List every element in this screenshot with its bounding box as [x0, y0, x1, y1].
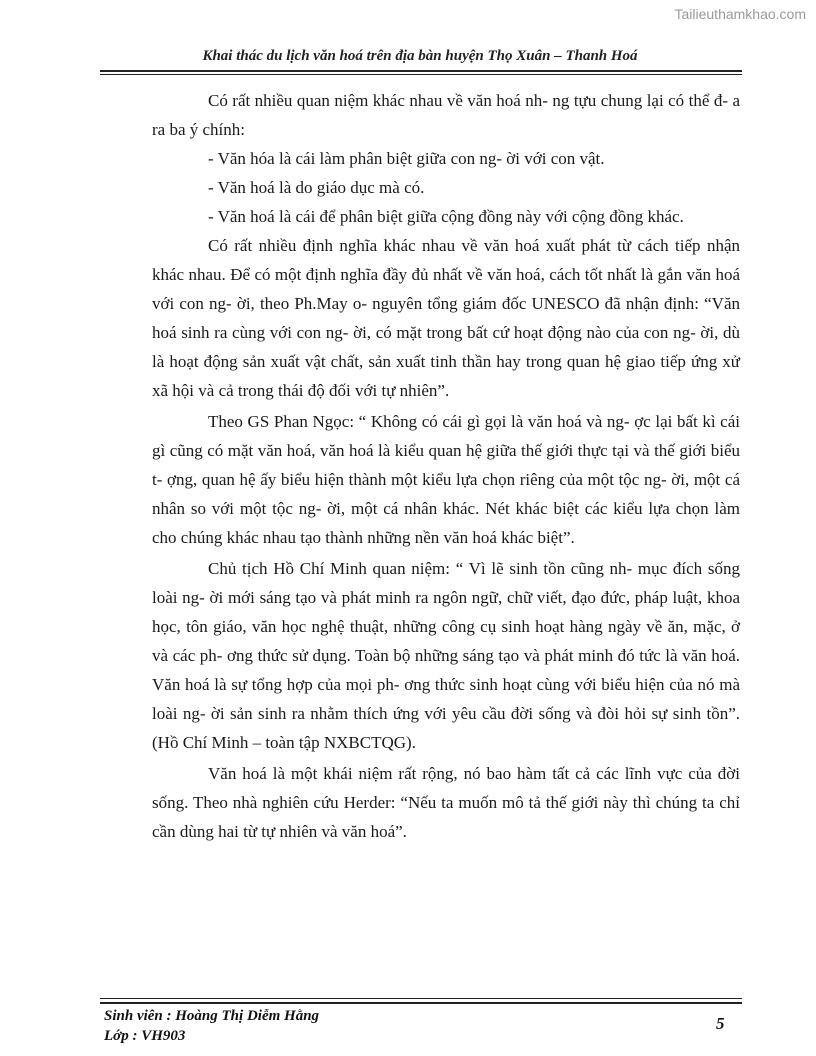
header-rule-thin: [100, 74, 742, 75]
paragraph-ho-chi-minh: Chủ tịch Hồ Chí Minh quan niệm: “ Vì lẽ sinh tồn cũng nh- mục đích sống loài ng- ời mới sáng tạo và phát minh ra ngôn ngữ, chữ viết, đạo đức, pháp luật, khoa học, tôn giáo, văn học nghệ thuật, những công cụ sinh hoạt hàng ngày về ăn, mặc, ở và các ph- ơng thức sử dụng. Toàn bộ những sáng tạo và phát minh đó tức là văn hoá. Văn hoá là sự tổng hợp của mọi ph- ơng thức sinh hoạt cùng với biểu hiện của nó mà loài ng- ời sản sinh ra nhằm thích ứng với yêu cầu đời sống và đòi hỏi sự sinh tồn”. (Hồ Chí Minh – toàn tập NXBCTQG).: [152, 559, 740, 752]
paragraph-phan-ngoc: Theo GS Phan Ngọc: “ Không có cái gì gọi là văn hoá và ng- ợc lại bất kì cái gì cũng có mặt văn hoá, văn hoá là kiểu quan hệ giữa thế giới thực tại và thế giới biểu t- ợng, quan hệ ấy biểu hiện thành một kiểu lựa chọn riêng của một tộc ng- ời, một cá nhân so với một tộc ng- ời, một cá nhân khác. Nét khác biệt các kiểu lựa chọn làm cho chúng khác nhau tạo thành những nền văn hoá khác biệt”.: [152, 412, 740, 547]
footer-class: Lớp : VH903: [104, 1028, 186, 1044]
header-rule: [100, 70, 742, 72]
list-item: - Văn hoá là do giáo dục mà có.: [208, 178, 425, 197]
body-text: [152, 86, 740, 846]
list-item: - Văn hóa là cái làm phân biệt giữa con ng- ời với con vật.: [208, 149, 605, 168]
paragraph-intro: Có rất nhiều quan niệm khác nhau về văn hoá nh- ng tựu chung lại có thể đ- a ra ba ý chính:: [152, 91, 740, 139]
footer-rule: [100, 1002, 742, 1004]
paragraph-herder: Văn hoá là một khái niệm rất rộng, nó bao hàm tất cả các lĩnh vực của đời sống. Theo nhà nghiên cứu Herder: “Nếu ta muốn mô tả thế giới này thì chúng ta chỉ cần dùng hai từ tự nhiên và văn hoá”.: [152, 764, 740, 841]
running-header: Khai thác du lịch văn hoá trên địa bàn huyện Thọ Xuân – Thanh Hoá: [202, 48, 638, 64]
page-number: 5: [716, 1014, 725, 1033]
watermark: Tailieuthamkhao.com: [674, 6, 806, 22]
list-item: - Văn hoá là cái để phân biệt giữa cộng đồng này với cộng đồng khác.: [208, 207, 684, 226]
footer-rule-thin: [100, 998, 742, 999]
footer-student: Sinh viên : Hoàng Thị Diễm Hằng: [104, 1008, 320, 1024]
paragraph-definitions: Có rất nhiều định nghĩa khác nhau về văn hoá xuất phát từ cách tiếp nhận khác nhau. Để có một định nghĩa đầy đủ nhất về văn hoá, cách tốt nhất là gắn văn hoá với con ng- ời, theo Ph.May o- nguyên tổng giám đốc UNESCO đã nhận định: “Văn hoá sinh ra cùng với con ng- ời, có mặt trong bất cứ hoạt động nào của con ng- ời, dù là hoạt động sản xuất vật chất, sản xuất tinh thần hay trong quan hệ giao tiếp ứng xử xã hội và cả trong thái độ đối với tự nhiên”.: [152, 236, 740, 400]
